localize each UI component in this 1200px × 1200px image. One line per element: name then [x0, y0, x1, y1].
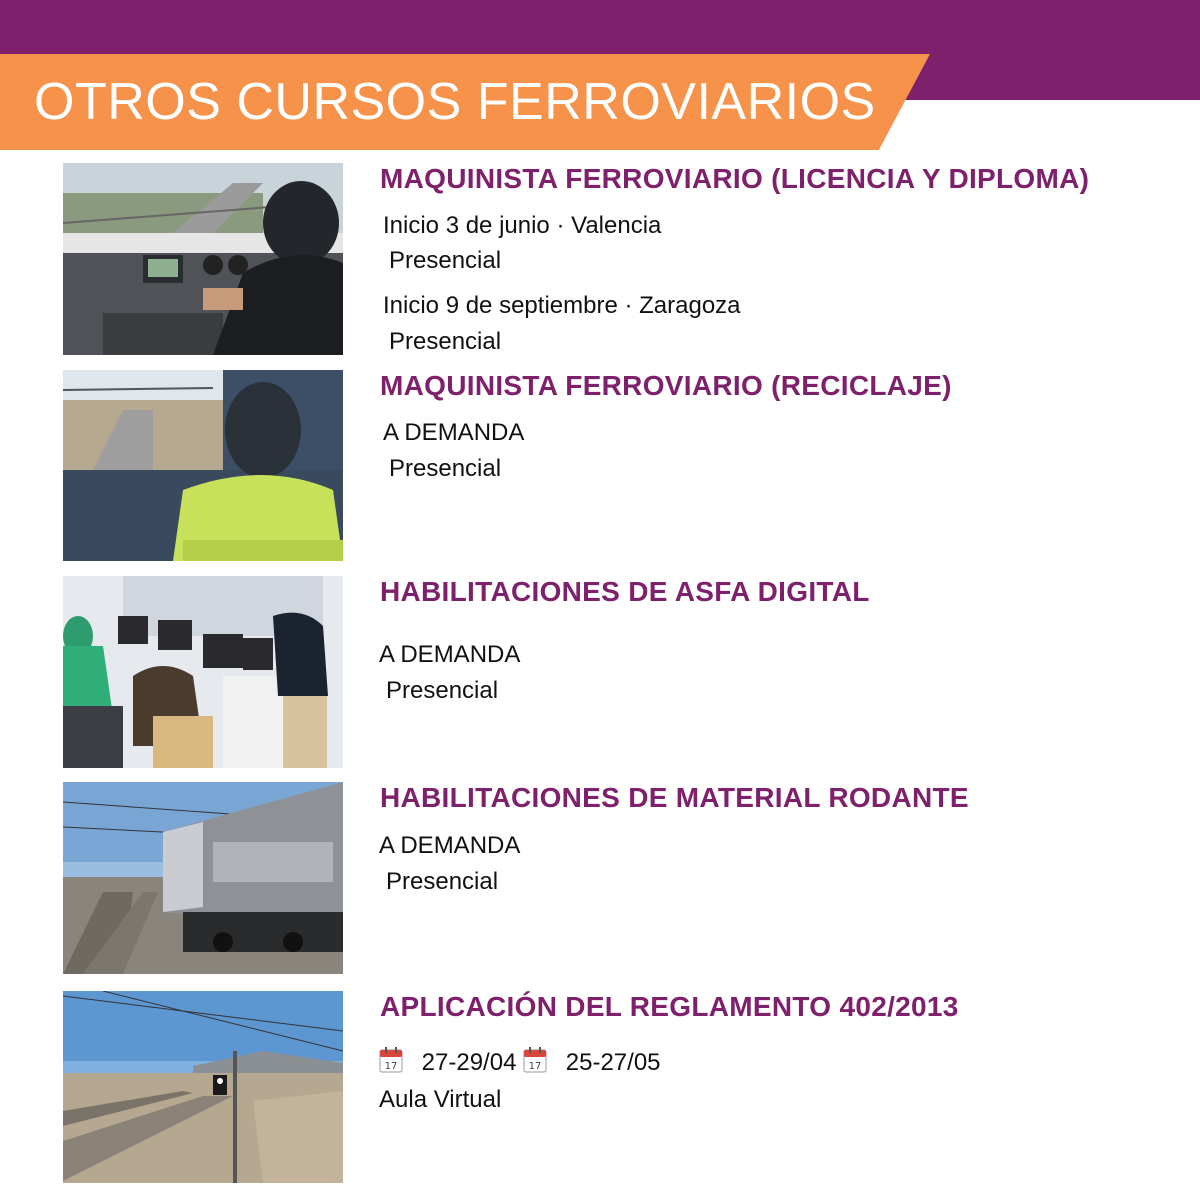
course-mode: Aula Virtual	[379, 1086, 502, 1113]
page-title: OTROS CURSOS FERROVIARIOS	[34, 73, 876, 131]
railway-signal-photo	[63, 991, 343, 1183]
edition-mode: Presencial	[386, 677, 499, 704]
edition-when: Inicio 3 de junio · Valencia	[383, 212, 662, 239]
edition-mode: Presencial	[389, 247, 502, 274]
calendar-icon	[379, 1047, 403, 1073]
locomotive-on-track-photo	[63, 782, 343, 974]
calendar-icon	[523, 1047, 547, 1073]
svg-text:17: 17	[384, 1061, 398, 1072]
train-cab-driver-photo	[63, 163, 343, 355]
edition-when: A DEMANDA	[383, 419, 525, 446]
simulator-training-photo	[63, 576, 343, 768]
edition-when: A DEMANDA	[379, 641, 521, 668]
date-list	[379, 1047, 661, 1077]
edition-when: A DEMANDA	[379, 832, 521, 859]
course-title: APLICACIÓN DEL REGLAMENTO 402/2013	[380, 991, 959, 1022]
course-title: HABILITACIONES DE ASFA DIGITAL	[380, 576, 870, 607]
course-title: MAQUINISTA FERROVIARIO (RECICLAJE)	[380, 370, 952, 401]
edition-mode: Presencial	[386, 868, 499, 895]
date-range: 25-27/05	[565, 1049, 661, 1076]
edition-mode: Presencial	[389, 328, 502, 355]
svg-text:17: 17	[528, 1061, 542, 1072]
edition-when: Inicio 9 de septiembre · Zaragoza	[383, 292, 741, 319]
course-title: HABILITACIONES DE MATERIAL RODANTE	[380, 782, 969, 813]
course-title: MAQUINISTA FERROVIARIO (LICENCIA Y DIPLOMA)	[380, 163, 1090, 194]
driver-in-vest-photo	[63, 370, 343, 561]
date-range: 27-29/04	[421, 1049, 517, 1076]
edition-mode: Presencial	[389, 455, 502, 482]
